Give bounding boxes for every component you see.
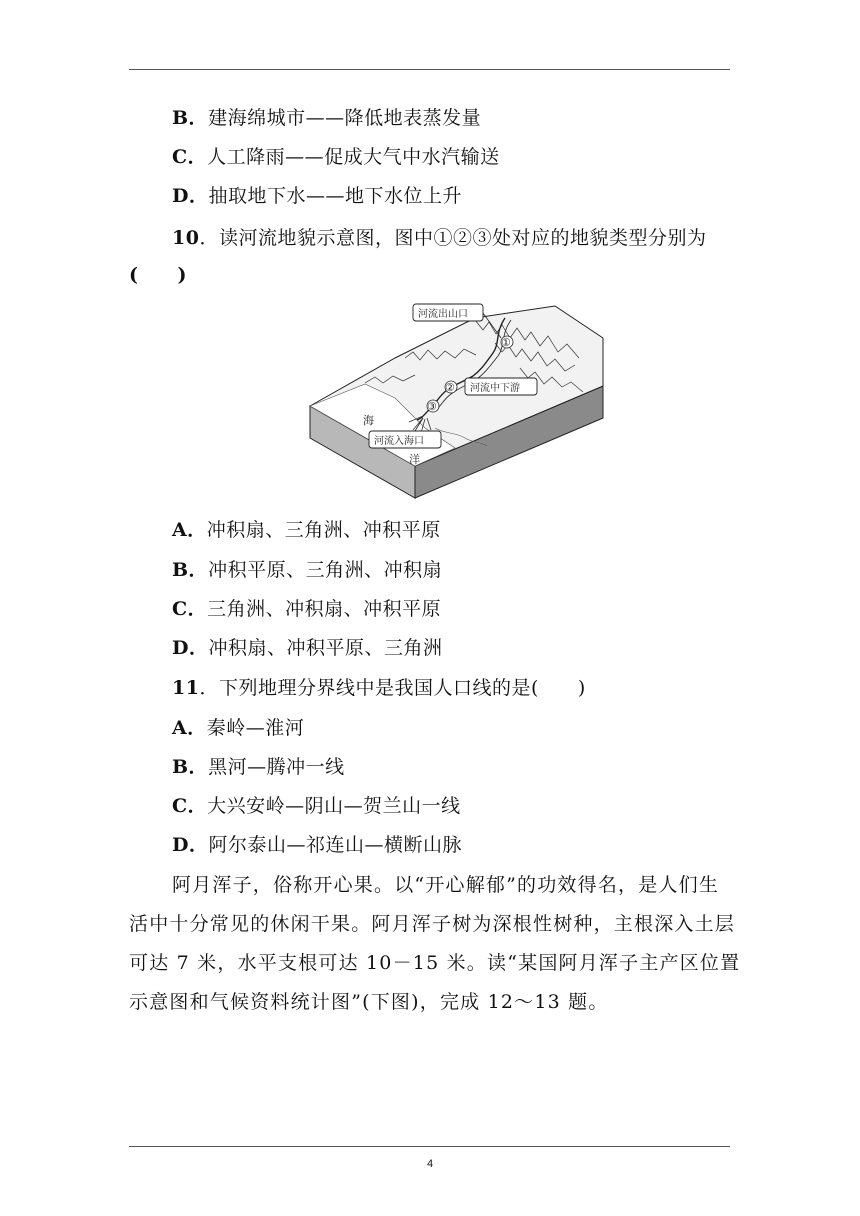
- q10-answer-bracket: ( ): [129, 264, 187, 286]
- label-middle-lower: 河流中下游: [470, 383, 520, 394]
- passage-line-4: 示意图和气候资料统计图”(下图)，完成 12～13 题。: [129, 991, 609, 1013]
- mark-3: ③: [427, 400, 437, 413]
- river-landform-diagram: [305, 298, 607, 508]
- q11-stem: 11．下列地理分界线中是我国人口线的是( ): [172, 677, 586, 699]
- label-sea-yang: 洋: [409, 453, 420, 466]
- q11-option-d: D．阿尔泰山—祁连山—横断山脉: [172, 834, 462, 856]
- q9-option-c: C．人工降雨——促成大气中水汽输送: [172, 146, 500, 168]
- label-sea-hai: 海: [363, 414, 374, 427]
- q10-option-a: A．冲积扇、三角洲、冲积平原: [172, 519, 441, 541]
- label-mountain-outlet: 河流出山口: [418, 309, 468, 320]
- q10-option-d: D．冲积扇、冲积平原、三角洲: [172, 637, 443, 659]
- q11-option-a: A．秦岭—淮河: [172, 717, 305, 739]
- label-river-mouth: 河流入海口: [374, 436, 424, 447]
- q10-option-c: C．三角洲、冲积扇、冲积平原: [172, 598, 442, 620]
- passage-line-1: 阿月浑子，俗称开心果。以“开心解郁”的功效得名，是人们生: [172, 874, 720, 896]
- q9-option-b: B．建海绵城市——降低地表蒸发量: [172, 107, 482, 129]
- q9-option-d: D．抽取地下水——地下水位上升: [172, 185, 462, 207]
- passage-line-2: 活中十分常见的休闲干果。阿月浑子树为深根性树种，主根深入土层: [129, 913, 736, 935]
- footer-rule: [129, 1146, 730, 1147]
- q11-option-c: C．大兴安岭—阴山—贺兰山一线: [172, 795, 461, 817]
- header-rule: [129, 69, 730, 70]
- q10-option-b: B．冲积平原、三角洲、冲积扇: [172, 559, 443, 581]
- q11-option-b: B．黑河—腾冲一线: [172, 756, 345, 778]
- mark-1: ①: [501, 336, 511, 349]
- mark-2: ②: [445, 381, 455, 394]
- q10-stem: 10．读河流地貌示意图，图中①②③处对应的地貌类型分别为: [172, 227, 707, 249]
- page-number: 4: [426, 1158, 434, 1170]
- passage-line-3: 可达 7 米，水平支根可达 10－15 米。读“某国阿月浑子主产区位置: [129, 952, 741, 974]
